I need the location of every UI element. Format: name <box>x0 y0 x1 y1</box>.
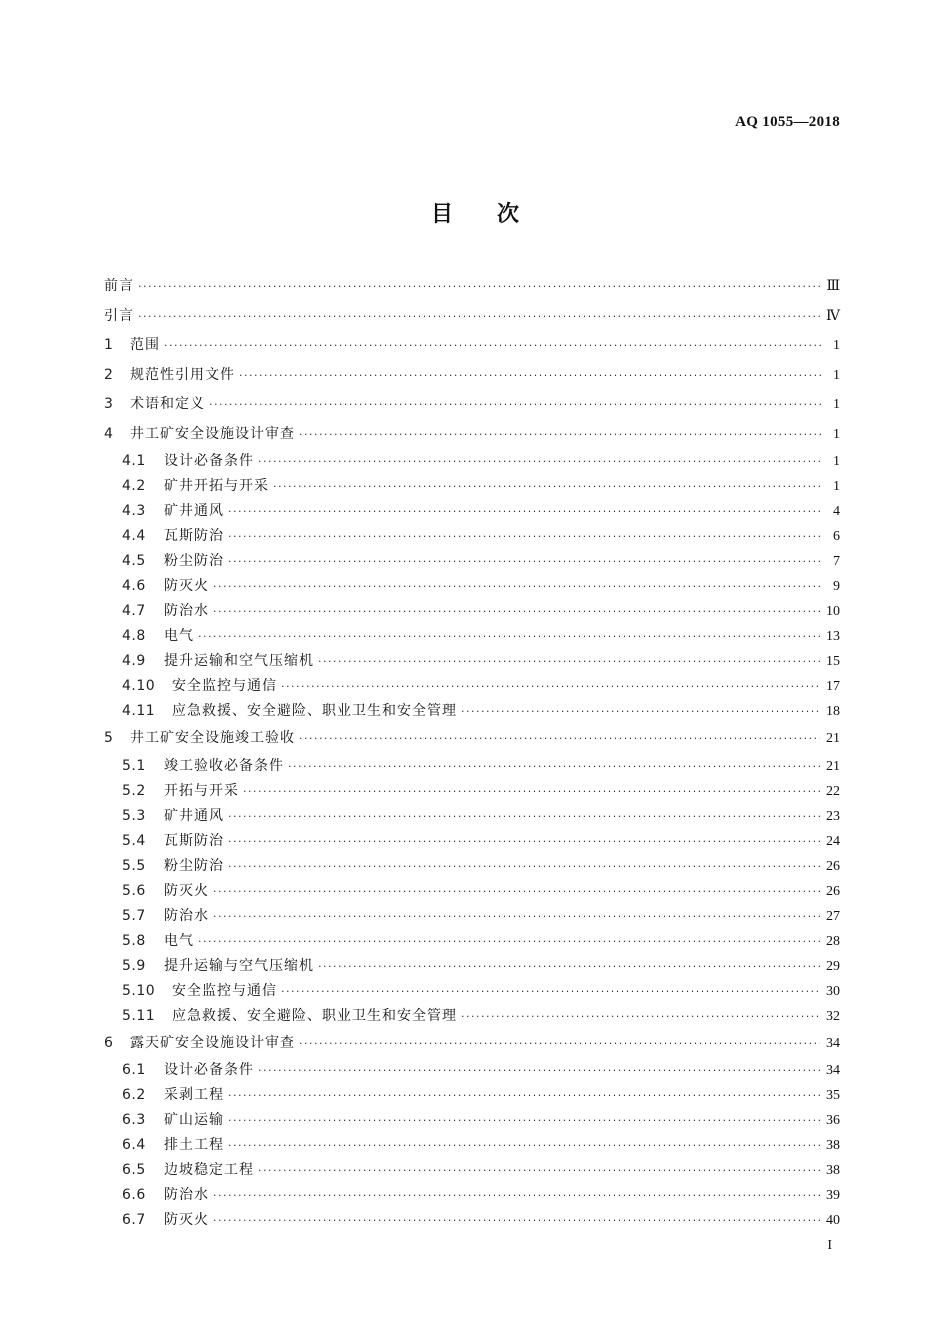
dot-leader <box>461 699 820 724</box>
toc-entry-number: 6.7 <box>122 1212 146 1228</box>
toc-entry-label: 井工矿安全设施设计审查 <box>130 425 295 442</box>
toc-entry-label: 防灭火 <box>164 578 209 594</box>
standard-code: AQ 1055—2018 <box>735 114 840 130</box>
toc-entry[interactable] <box>104 1083 840 1108</box>
toc-entry[interactable] <box>104 979 840 1004</box>
toc-entry-number: 6.3 <box>122 1112 146 1128</box>
page-title <box>0 197 950 228</box>
dot-leader <box>138 302 820 332</box>
toc-entry-label: 井工矿安全设施竣工验收 <box>130 730 295 746</box>
toc-entry[interactable] <box>104 779 840 804</box>
dot-leader <box>299 724 820 754</box>
toc-entry-label: 提升运输与空气压缩机 <box>164 957 314 974</box>
toc-entry[interactable] <box>104 674 840 699</box>
toc-entry[interactable] <box>104 754 840 779</box>
toc-entry-page: 1 <box>833 367 840 383</box>
toc-entry[interactable] <box>104 524 840 549</box>
dot-leader <box>239 361 822 391</box>
dot-leader <box>273 474 822 499</box>
toc-entry-number: 6.2 <box>122 1087 146 1103</box>
toc-entry[interactable] <box>104 829 840 854</box>
toc-entry-number: 5.4 <box>122 832 146 849</box>
toc-entry-label: 防灭火 <box>164 882 209 899</box>
toc-entry-label: 粉尘防治 <box>164 553 224 569</box>
toc-entry[interactable] <box>104 474 840 499</box>
toc-entry[interactable] <box>104 499 840 524</box>
toc-entry-label: 露天矿安全设施设计审查 <box>130 1034 295 1051</box>
toc-entry-page: 17 <box>826 679 840 694</box>
toc-entry-label: 矿井通风 <box>164 503 224 519</box>
toc-entry[interactable] <box>104 1208 840 1233</box>
toc-entry[interactable] <box>104 904 840 929</box>
toc-entry[interactable] <box>104 420 840 450</box>
toc-entry-page: 30 <box>826 983 840 999</box>
toc-entry-number: 5.1 <box>122 757 146 774</box>
toc-entry-page: 32 <box>826 1008 840 1024</box>
toc-entry-number: 5.2 <box>122 782 146 799</box>
toc-entry-page: 22 <box>826 783 840 799</box>
toc-entry-number: 5.5 <box>122 857 146 874</box>
toc-entry-label: 引言 <box>104 307 134 324</box>
toc-entry-label: 提升运输和空气压缩机 <box>164 653 314 669</box>
toc-entry-label: 采剥工程 <box>164 1087 224 1103</box>
toc-entry[interactable] <box>104 1133 840 1158</box>
toc-entry-page: 36 <box>826 1113 840 1128</box>
toc-entry[interactable] <box>104 361 840 391</box>
toc-entry-label: 排土工程 <box>164 1137 224 1153</box>
toc-entry-page: 34 <box>826 1063 840 1078</box>
dot-leader <box>281 674 820 699</box>
toc-entry-page: 4 <box>833 504 840 519</box>
toc-entry-number: 6.1 <box>122 1062 146 1078</box>
toc-entry-label: 电气 <box>164 628 194 644</box>
toc-entry-page: Ⅲ <box>826 279 840 294</box>
toc-entry-page: Ⅳ <box>826 308 840 324</box>
toc-entry-page: 1 <box>833 426 840 442</box>
toc-entry-page: 13 <box>826 629 840 644</box>
toc-entry-label: 电气 <box>164 932 194 949</box>
toc-entry[interactable] <box>104 624 840 649</box>
toc-entry-label: 防治水 <box>164 907 209 924</box>
dot-leader <box>258 1058 820 1083</box>
toc-entry-number: 5.11 <box>122 1007 156 1024</box>
dot-leader <box>281 979 820 1004</box>
toc-entry-number: 1 <box>104 337 113 353</box>
toc-entry-page: 18 <box>826 704 840 719</box>
dot-leader <box>258 449 822 474</box>
toc-entry-number: 4.11 <box>122 703 156 719</box>
toc-entry[interactable] <box>104 1029 840 1059</box>
dot-leader <box>228 804 820 829</box>
toc-entry-number: 6 <box>104 1034 113 1051</box>
toc-entry-page: 15 <box>826 654 840 669</box>
toc-entry-label: 设计必备条件 <box>164 1062 254 1078</box>
toc-entry-label: 边坡稳定工程 <box>164 1162 254 1178</box>
toc-entry-number: 3 <box>104 396 113 412</box>
dot-leader <box>228 524 822 549</box>
toc-entry[interactable] <box>104 1004 840 1029</box>
toc-entry-page: 7 <box>833 554 840 569</box>
toc-entry[interactable] <box>104 331 840 361</box>
toc-entry-page: 6 <box>833 529 840 544</box>
dot-leader <box>198 624 820 649</box>
toc-entry[interactable] <box>104 272 840 302</box>
toc-entry-page: 10 <box>826 604 840 619</box>
dot-leader <box>228 1133 820 1158</box>
toc-entry-label: 规范性引用文件 <box>130 366 235 383</box>
dot-leader <box>228 499 822 524</box>
toc-entry-page: 40 <box>826 1213 840 1228</box>
toc-entry-label: 防治水 <box>164 603 209 619</box>
toc-entry-label: 粉尘防治 <box>164 857 224 874</box>
toc-entry-label: 竣工验收必备条件 <box>164 757 284 774</box>
toc-entry-page: 1 <box>833 479 840 494</box>
dot-leader <box>138 272 820 302</box>
toc-entry[interactable] <box>104 449 840 474</box>
toc-entry-number: 6.6 <box>122 1187 146 1203</box>
toc-entry-page: 21 <box>826 731 840 746</box>
toc-entry-page: 28 <box>826 933 840 949</box>
toc-entry-label: 应急救援、安全避险、职业卫生和安全管理 <box>172 1007 457 1024</box>
toc-entry-label: 安全监控与通信 <box>172 982 277 999</box>
toc-entry-number: 6.4 <box>122 1137 146 1153</box>
toc-entry-label: 范围 <box>130 337 160 353</box>
toc-entry-number: 4.7 <box>122 603 146 619</box>
toc-entry-number: 4.10 <box>122 678 156 694</box>
dot-leader <box>198 929 820 954</box>
toc-entry[interactable] <box>104 929 840 954</box>
title-char-2: 次 <box>497 202 520 227</box>
toc-entry-page: 24 <box>826 833 840 849</box>
dot-leader <box>228 1108 820 1133</box>
dot-leader <box>228 549 822 574</box>
toc-entry-label: 应急救援、安全避险、职业卫生和安全管理 <box>172 703 457 719</box>
toc-entry-page: 39 <box>826 1188 840 1203</box>
toc-entry-number: 5.8 <box>122 932 146 949</box>
toc-entry-page: 29 <box>826 958 840 974</box>
dot-leader <box>164 331 822 361</box>
dot-leader <box>213 879 820 904</box>
toc-entry-number: 4.2 <box>122 478 146 494</box>
toc-entry-number: 4.1 <box>122 453 146 469</box>
toc-entry-page: 38 <box>826 1138 840 1153</box>
toc-entry-number: 4.3 <box>122 503 146 519</box>
toc-entry-label: 瓦斯防治 <box>164 832 224 849</box>
toc-entry-number: 5 <box>104 730 113 746</box>
toc-entry[interactable] <box>104 390 840 420</box>
dot-leader <box>258 1158 820 1183</box>
toc-entry-number: 4.8 <box>122 628 146 644</box>
toc-entry-page: 34 <box>826 1035 840 1051</box>
toc-entry[interactable] <box>104 599 840 624</box>
toc-entry-number: 5.7 <box>122 907 146 924</box>
dot-leader <box>228 854 820 879</box>
dot-leader <box>209 390 822 420</box>
toc-entry[interactable] <box>104 1058 840 1083</box>
toc-entry-page: 23 <box>826 808 840 824</box>
toc-entry-page: 35 <box>826 1088 840 1103</box>
toc-entry-label: 防灭火 <box>164 1212 209 1228</box>
toc-entry-label: 瓦斯防治 <box>164 528 224 544</box>
toc-entry-page: 1 <box>833 454 840 469</box>
toc-entry-page: 1 <box>833 397 840 412</box>
dot-leader <box>213 904 820 929</box>
toc-entry-number: 4.6 <box>122 578 146 594</box>
toc-entry-number: 4 <box>104 425 113 442</box>
dot-leader <box>213 599 820 624</box>
toc-entry-number: 4.9 <box>122 653 146 669</box>
dot-leader <box>228 829 820 854</box>
toc-entry-number: 5.6 <box>122 882 146 899</box>
dot-leader <box>318 649 820 674</box>
title-char-1: 目 <box>430 202 453 227</box>
toc-entry-label: 开拓与开采 <box>164 782 239 799</box>
toc-entry-number: 5.3 <box>122 807 146 824</box>
toc-entry-label: 矿井通风 <box>164 807 224 824</box>
toc-entry-page: 26 <box>826 858 840 874</box>
dot-leader <box>299 420 822 450</box>
dot-leader <box>299 1029 820 1059</box>
toc-entry[interactable] <box>104 649 840 674</box>
toc-entry-page: 21 <box>826 758 840 774</box>
toc-entry-label: 术语和定义 <box>130 396 205 412</box>
footer-page-number: I <box>827 1238 832 1253</box>
toc-entry[interactable] <box>104 804 840 829</box>
toc-entry-label: 矿山运输 <box>164 1112 224 1128</box>
dot-leader <box>288 754 820 779</box>
toc-entry[interactable] <box>104 954 840 979</box>
toc-entry-label: 防治水 <box>164 1187 209 1203</box>
toc-entry[interactable] <box>104 854 840 879</box>
toc-entry-page: 27 <box>826 908 840 924</box>
dot-leader <box>318 954 820 979</box>
toc-entry-number: 6.5 <box>122 1162 146 1178</box>
toc-entry-number: 4.4 <box>122 528 146 544</box>
toc-entry[interactable] <box>104 1108 840 1133</box>
toc-entry-page: 38 <box>826 1163 840 1178</box>
toc-entry-label: 安全监控与通信 <box>172 678 277 694</box>
toc-entry[interactable] <box>104 699 840 724</box>
toc-entry-number: 5.10 <box>122 982 156 999</box>
toc-entry-label: 前言 <box>104 278 134 294</box>
dot-leader <box>461 1004 820 1029</box>
dot-leader <box>213 1183 820 1208</box>
toc-entry-page: 26 <box>826 883 840 899</box>
dot-leader <box>243 779 820 804</box>
dot-leader <box>213 574 822 599</box>
dot-leader <box>228 1083 820 1108</box>
toc-entry[interactable] <box>104 1158 840 1183</box>
table-of-contents <box>104 272 840 1233</box>
dot-leader <box>213 1208 820 1233</box>
toc-entry[interactable] <box>104 724 840 754</box>
toc-entry[interactable] <box>104 1183 840 1208</box>
toc-entry-number: 5.9 <box>122 957 146 974</box>
toc-entry[interactable] <box>104 549 840 574</box>
toc-entry-page: 9 <box>833 579 840 594</box>
toc-entry-number: 4.5 <box>122 553 146 569</box>
toc-entry[interactable] <box>104 879 840 904</box>
toc-entry[interactable] <box>104 574 840 599</box>
toc-entry[interactable] <box>104 302 840 332</box>
toc-entry-label: 矿井开拓与开采 <box>164 478 269 494</box>
toc-entry-number: 2 <box>104 366 113 383</box>
toc-entry-label: 设计必备条件 <box>164 453 254 469</box>
toc-entry-page: 1 <box>833 338 840 353</box>
